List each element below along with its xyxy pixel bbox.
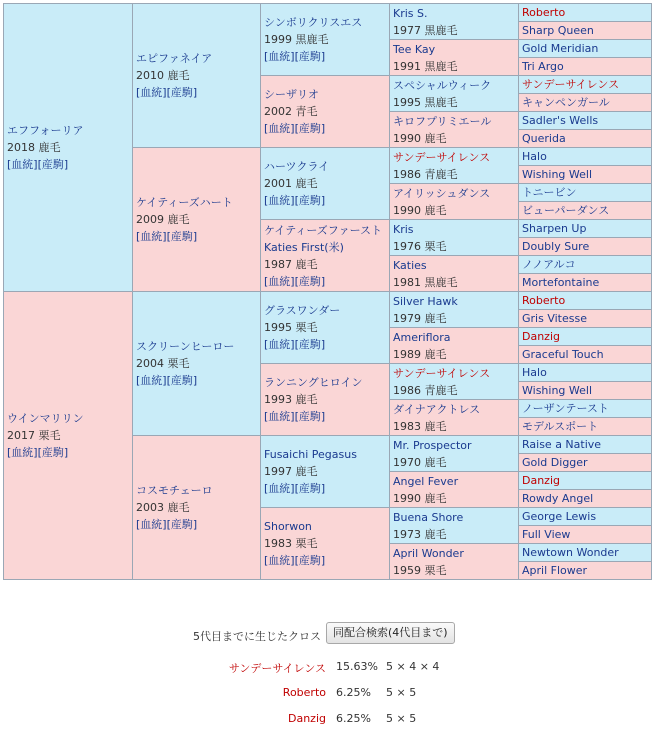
horse-name-link[interactable]: Sharpen Up (522, 222, 587, 235)
horse-birth-color (7, 427, 129, 444)
horse-cell-gen5 (519, 364, 652, 382)
birth-year: 1995 (393, 95, 421, 109)
horse-name-link[interactable]: ウインマリリン (7, 412, 84, 425)
horse-cell-gen5 (519, 454, 652, 472)
horse-name-link[interactable]: Katies (393, 258, 427, 272)
horse-name-link[interactable]: ノーザンテースト (522, 402, 609, 415)
pedigree-offspring-links[interactable]: [血統][産駒] (7, 158, 69, 171)
horse-birth-color (136, 355, 257, 372)
horse-birth-color (393, 238, 515, 255)
pedigree-offspring-links[interactable]: [血統][産駒] (264, 482, 326, 495)
horse-name-link[interactable]: Roberto (522, 6, 566, 19)
horse-birth-color (264, 103, 386, 120)
coat-color: 黒鹿毛 (295, 33, 329, 46)
horse-cell-gen5 (519, 94, 652, 112)
horse-name-link[interactable]: Raise a Native (522, 438, 602, 451)
horse-name-link[interactable]: Wishing Well (522, 168, 593, 181)
horse-cell-gen4 (390, 76, 519, 112)
horse-cell-gen5 (519, 4, 652, 22)
horse-name-link[interactable]: ケイティーズハート (136, 196, 233, 209)
horse-birth-color (393, 22, 515, 39)
pedigree-offspring-links[interactable]: [血統][産駒] (136, 374, 198, 387)
horse-cell-gen5 (519, 22, 652, 40)
horse-cell-gen4 (390, 400, 519, 436)
horse-name-link[interactable]: Querida (522, 132, 566, 145)
horse-alt-name: Katies First(米) (264, 240, 344, 254)
horse-birth-color (264, 319, 386, 336)
horse-name-link[interactable]: Roberto (522, 294, 566, 307)
horse-name-link[interactable]: Doubly Sure (522, 240, 590, 253)
horse-name-link[interactable]: Wishing Well (522, 384, 593, 397)
horse-cell-gen5 (519, 202, 652, 220)
horse-name-link[interactable]: サンデーサイレンス (393, 150, 491, 164)
horse-cell-gen4 (390, 40, 519, 76)
horse-cell-gen3 (261, 220, 390, 292)
birth-year: 1959 (393, 563, 421, 577)
cross-pattern: 5 × 5 (386, 686, 417, 699)
birth-year: 2017 (7, 429, 35, 442)
coat-color: 鹿毛 (424, 347, 447, 361)
horse-cell-gen5 (519, 58, 652, 76)
birth-year: 1979 (393, 311, 421, 325)
birth-year: 1989 (393, 347, 421, 361)
birth-year: 2003 (136, 501, 164, 514)
horse-name-link[interactable]: April Flower (522, 564, 588, 577)
horse-cell-gen3 (261, 364, 390, 436)
coat-color: 栗毛 (38, 429, 61, 442)
horse-name-link[interactable]: Kris (393, 222, 414, 236)
coat-color: 栗毛 (424, 563, 447, 577)
horse-cell-gen5 (519, 490, 652, 508)
horse-cell-gen4 (390, 436, 519, 472)
coat-color: 青鹿毛 (424, 383, 458, 397)
birth-year: 1986 (393, 383, 421, 397)
birth-year: 1983 (393, 419, 421, 433)
pedigree-table (3, 3, 652, 580)
coat-color: 鹿毛 (424, 455, 447, 469)
coat-color: 黒鹿毛 (424, 95, 458, 109)
cross-row (0, 712, 655, 730)
horse-name-link[interactable]: Ameriflora (393, 330, 451, 344)
horse-birth-color (136, 211, 257, 228)
horse-cell-gen5 (519, 220, 652, 238)
horse-birth-color (264, 535, 386, 552)
horse-name-link[interactable]: Halo (522, 150, 547, 163)
birth-year: 1981 (393, 275, 421, 289)
pedigree-row (4, 4, 652, 22)
horse-name-link[interactable]: エピファネイア (136, 52, 213, 65)
coat-color: 栗毛 (295, 321, 318, 334)
horse-birth-color (393, 58, 515, 75)
horse-cell-gen1 (4, 292, 133, 580)
horse-cell-gen4 (390, 112, 519, 148)
horse-birth-color (264, 256, 386, 273)
horse-birth-color (393, 562, 515, 579)
horse-name-link[interactable]: ランニングヒロイン (264, 376, 363, 389)
horse-name-link[interactable]: ビューパーダンス (522, 204, 610, 217)
coat-color: 鹿毛 (295, 257, 318, 271)
horse-birth-color (393, 490, 515, 507)
horse-cell-gen2 (133, 4, 261, 148)
horse-cell-gen5 (519, 544, 652, 562)
coat-color: 鹿毛 (295, 465, 318, 478)
horse-name-link[interactable]: Buena Shore (393, 510, 464, 524)
coat-color: 鹿毛 (167, 213, 190, 226)
birth-year: 1999 (264, 33, 292, 46)
birth-year: 2010 (136, 69, 164, 82)
coat-color: 黒鹿毛 (424, 275, 458, 289)
cross-row (0, 686, 655, 704)
coat-color: 栗毛 (167, 357, 190, 370)
horse-birth-color (136, 67, 257, 84)
horse-cell-gen5 (519, 112, 652, 130)
pedigree-row (4, 292, 652, 310)
horse-birth-color (393, 310, 515, 327)
horse-name-link[interactable]: Halo (522, 366, 547, 379)
horse-cell-gen4 (390, 508, 519, 544)
horse-birth-color (393, 382, 515, 399)
horse-birth-color (393, 94, 515, 111)
horse-name-link[interactable]: Mortefontaine (522, 276, 600, 289)
horse-cell-gen4 (390, 544, 519, 580)
horse-cell-gen4 (390, 472, 519, 508)
horse-cell-gen5 (519, 40, 652, 58)
coat-color: 青鹿毛 (424, 167, 458, 181)
horse-name-link[interactable]: Danzig (522, 474, 560, 487)
coat-color: 鹿毛 (167, 69, 190, 82)
horse-birth-color (393, 130, 515, 147)
horse-name-link[interactable]: ノノアルコ (522, 258, 576, 271)
coat-color: 鹿毛 (295, 177, 318, 190)
horse-name-link[interactable]: Tri Argo (522, 60, 564, 73)
horse-name-link[interactable]: Graceful Touch (522, 348, 604, 361)
horse-cell-gen3 (261, 436, 390, 508)
horse-cell-gen5 (519, 238, 652, 256)
horse-name-link[interactable]: スクリーンヒーロー (136, 340, 235, 353)
coat-color: 鹿毛 (424, 131, 447, 145)
birth-year: 2004 (136, 357, 164, 370)
horse-name-link[interactable]: Sadler's Wells (522, 114, 599, 127)
horse-cell-gen4 (390, 364, 519, 400)
coat-color: 青毛 (295, 105, 318, 118)
horse-cell-gen4 (390, 292, 519, 328)
horse-birth-color (264, 31, 386, 48)
coat-color: 鹿毛 (167, 501, 190, 514)
horse-cell-gen3 (261, 508, 390, 580)
horse-name-link[interactable]: サンデーサイレンス (393, 366, 491, 380)
cross-row (0, 660, 655, 678)
horse-birth-color (264, 175, 386, 192)
horse-name-link[interactable]: アイリッシュダンス (393, 186, 491, 200)
horse-cell-gen5 (519, 148, 652, 166)
birth-year: 1986 (393, 167, 421, 181)
horse-name-link[interactable]: Danzig (522, 330, 560, 343)
horse-name-link[interactable]: Tee Kay (393, 42, 436, 56)
pedigree-offspring-links[interactable]: [血統][産駒] (136, 230, 198, 243)
horse-name-link[interactable]: コスモチェーロ (136, 484, 213, 497)
pedigree-offspring-links[interactable]: [血統][産駒] (264, 50, 326, 63)
cross-percentage: 6.25% (336, 686, 371, 699)
horse-cell-gen5 (519, 526, 652, 544)
pedigree-offspring-links[interactable]: [血統][産駒] (264, 274, 326, 288)
horse-cell-gen5 (519, 184, 652, 202)
coat-color: 黒鹿毛 (424, 23, 458, 37)
pedigree-offspring-links[interactable]: [血統][産駒] (264, 122, 326, 135)
horse-cell-gen5 (519, 472, 652, 490)
birth-year: 1995 (264, 321, 292, 334)
horse-cell-gen5 (519, 274, 652, 292)
horse-cell-gen5 (519, 436, 652, 454)
birth-year: 2018 (7, 141, 35, 154)
coat-color: 鹿毛 (424, 311, 447, 325)
pedigree-offspring-links[interactable]: [血統][産駒] (264, 194, 326, 207)
horse-cell-gen5 (519, 328, 652, 346)
horse-name-link[interactable]: Gold Digger (522, 456, 588, 469)
horse-cell-gen5 (519, 310, 652, 328)
cross-pattern: 5 × 5 (386, 712, 417, 725)
pedigree-offspring-links[interactable]: [血統][産駒] (136, 518, 198, 531)
coat-color: 鹿毛 (424, 527, 447, 541)
horse-name-link[interactable]: キャンペンガール (522, 96, 610, 109)
horse-cell-gen5 (519, 382, 652, 400)
cross-section-header (0, 622, 655, 650)
horse-name-link[interactable]: ハーツクライ (264, 160, 330, 173)
horse-cell-gen3 (261, 292, 390, 364)
birth-year: 1973 (393, 527, 421, 541)
horse-name-link[interactable]: Angel Fever (393, 474, 459, 488)
horse-name-link[interactable]: Newtown Wonder (522, 546, 619, 559)
coat-color: 鹿毛 (424, 419, 447, 433)
horse-name-link[interactable]: モデルスポート (522, 420, 599, 433)
birth-year: 2009 (136, 213, 164, 226)
coat-color: 黒鹿毛 (424, 59, 458, 73)
birth-year: 1990 (393, 203, 421, 217)
coat-color: 栗毛 (424, 239, 447, 253)
pedigree-offspring-links[interactable]: [血統][産駒] (264, 410, 326, 423)
horse-name-link[interactable]: シンボリクリスエス (264, 16, 363, 29)
horse-cell-gen5 (519, 418, 652, 436)
horse-cell-gen5 (519, 76, 652, 94)
horse-cell-gen1 (4, 4, 133, 292)
horse-name-link[interactable]: サンデーサイレンス (522, 78, 620, 91)
horse-birth-color (264, 391, 386, 408)
horse-cell-gen4 (390, 328, 519, 364)
horse-birth-color (7, 139, 129, 156)
horse-cell-gen4 (390, 4, 519, 40)
horse-name-link[interactable]: ケイティーズファースト (264, 223, 383, 237)
pedigree-offspring-links[interactable]: [血統][産駒] (264, 338, 326, 351)
cross-pattern: 5 × 4 × 4 (386, 660, 440, 673)
horse-cell-gen4 (390, 220, 519, 256)
cross-horse-link[interactable]: Roberto (282, 686, 326, 699)
horse-cell-gen3 (261, 148, 390, 220)
horse-cell-gen4 (390, 256, 519, 292)
horse-name-link[interactable]: トニービン (522, 186, 577, 199)
birth-year: 1990 (393, 491, 421, 505)
horse-name-link[interactable]: George Lewis (522, 510, 597, 523)
birth-year: 1991 (393, 59, 421, 73)
coat-color: 鹿毛 (424, 491, 447, 505)
horse-birth-color (393, 202, 515, 219)
horse-name-link[interactable]: Mr. Prospector (393, 438, 472, 452)
horse-name-link[interactable]: Sharp Queen (522, 24, 594, 37)
horse-cell-gen5 (519, 166, 652, 184)
horse-name-link[interactable]: スペシャルウィーク (393, 78, 492, 92)
horse-cell-gen3 (261, 4, 390, 76)
horse-name-link[interactable]: ダイナアクトレス (393, 402, 481, 416)
horse-birth-color (393, 166, 515, 183)
horse-name-link[interactable]: Gris Vitesse (522, 312, 587, 325)
horse-cell-gen2 (133, 148, 261, 292)
horse-cell-gen5 (519, 508, 652, 526)
coat-color: 鹿毛 (424, 203, 447, 217)
horse-cell-gen5 (519, 130, 652, 148)
birth-year: 1976 (393, 239, 421, 253)
horse-name-link[interactable]: Gold Meridian (522, 42, 599, 55)
horse-birth-color (393, 418, 515, 435)
birth-year: 2002 (264, 105, 292, 118)
horse-name-link[interactable]: Rowdy Angel (522, 492, 594, 505)
birth-year: 1990 (393, 131, 421, 145)
cross-horse-link[interactable]: サンデーサイレンス (228, 662, 326, 675)
pedigree-offspring-links[interactable]: [血統][産駒] (7, 446, 69, 459)
birth-year: 1993 (264, 393, 292, 406)
horse-name-link[interactable]: Fusaichi Pegasus (264, 448, 357, 461)
pedigree-offspring-links[interactable]: [血統][産駒] (136, 86, 198, 99)
horse-cell-gen3 (261, 76, 390, 148)
horse-cell-gen5 (519, 292, 652, 310)
horse-birth-color (393, 346, 515, 363)
horse-name-link[interactable]: Shorwon (264, 520, 312, 533)
horse-birth-color (264, 463, 386, 480)
horse-cell-gen2 (133, 292, 261, 436)
birth-year: 2001 (264, 177, 292, 190)
birth-year: 1987 (264, 257, 292, 271)
horse-birth-color (393, 526, 515, 543)
horse-name-link[interactable]: Full View (522, 528, 571, 541)
pedigree-offspring-links[interactable]: [血統][産駒] (264, 554, 326, 567)
birth-year: 1977 (393, 23, 421, 37)
cross-label: 5代目までに生じたクロス (193, 630, 321, 643)
horse-cell-gen4 (390, 148, 519, 184)
horse-cell-gen2 (133, 436, 261, 580)
cross-horse-link[interactable]: Danzig (288, 712, 326, 725)
birth-year: 1997 (264, 465, 292, 478)
coat-color: 鹿毛 (295, 393, 318, 406)
birth-year: 1983 (264, 537, 292, 550)
horse-name-link[interactable]: キロフプリミエール (393, 114, 492, 128)
horse-cell-gen5 (519, 400, 652, 418)
coat-color: 栗毛 (295, 537, 318, 550)
cross-percentage: 6.25% (336, 712, 371, 725)
coat-color: 鹿毛 (38, 141, 61, 154)
horse-name-link[interactable]: Silver Hawk (393, 294, 458, 308)
horse-cell-gen4 (390, 184, 519, 220)
horse-name-link[interactable]: グラスワンダー (264, 304, 341, 317)
horse-name-link[interactable]: Kris S. (393, 6, 428, 20)
horse-name-link[interactable]: April Wonder (393, 546, 464, 560)
horse-cell-gen5 (519, 562, 652, 580)
cross-percentage: 15.63% (336, 660, 378, 673)
horse-cell-gen5 (519, 256, 652, 274)
horse-birth-color (136, 499, 257, 516)
horse-name-link[interactable]: シーザリオ (264, 88, 319, 101)
horse-birth-color (393, 274, 515, 291)
horse-birth-color (393, 454, 515, 471)
horse-cell-gen5 (519, 346, 652, 364)
horse-name-link[interactable]: エフフォーリア (7, 124, 84, 137)
birth-year: 1970 (393, 455, 421, 469)
same-mating-search-button[interactable]: 同配合検索(4代目まで) (326, 622, 455, 644)
